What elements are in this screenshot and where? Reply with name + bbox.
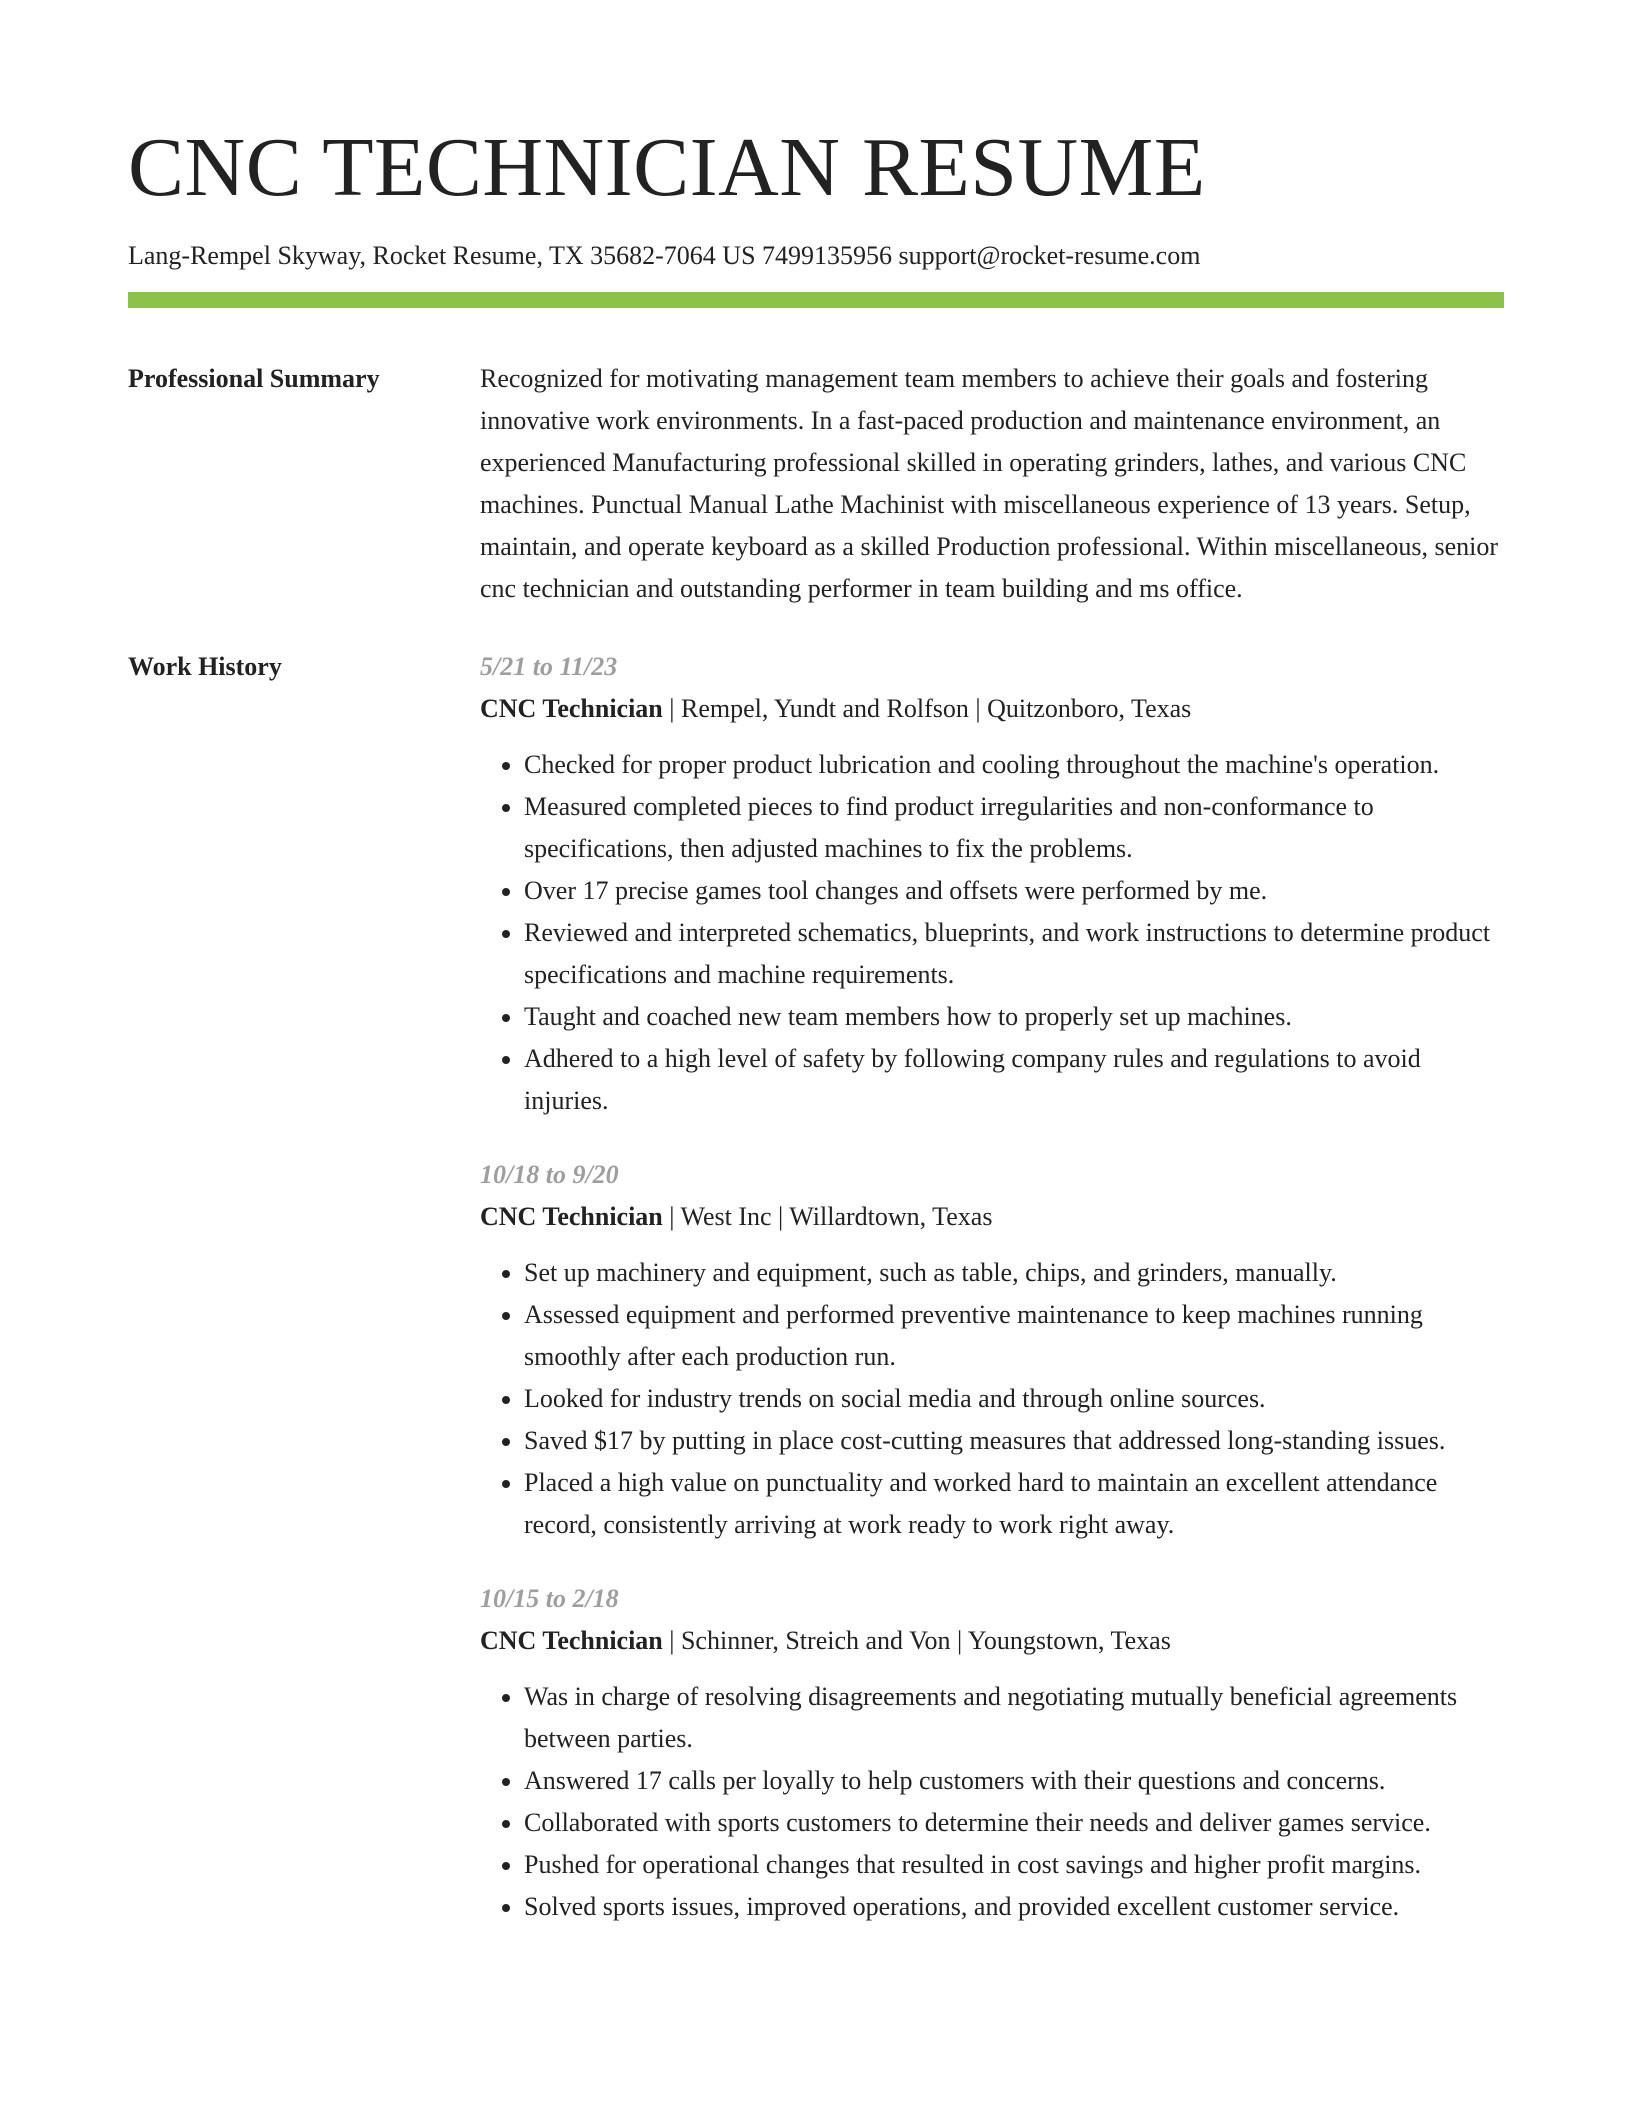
resume-page — [128, 0, 1504, 1928]
job-bullet: • Checked for proper product lubrication and cooling throughout the machine's operation. — [524, 744, 1504, 786]
section-label-work-history: Work History — [128, 652, 282, 681]
job-title: CNC Technician — [480, 1626, 663, 1655]
job-title: CNC Technician — [480, 694, 663, 723]
job-dates: 10/15 to 2/18 — [480, 1584, 619, 1613]
job-bullets — [480, 1252, 1504, 1546]
summary-text: Recognized for motivating management team members to achieve their goals and fostering innovative work environments. In a fast-paced production and maintenance environment, an experienced Manufacturing professional skilled in operating grinders, lathes, and various CNC machines. Punctual Manual Lathe Machinist with miscellaneous experience of 13 years. Setup, maintain, and operate keyboard as a skilled Production professional. Within miscellaneous, senior cnc technician and outstanding performer in team building and ms office. — [480, 364, 1498, 603]
job-bullet: • Assessed equipment and performed preventive maintenance to keep machines running smoothly after each production run. — [524, 1294, 1504, 1378]
job-title: CNC Technician — [480, 1202, 663, 1231]
resume-title: CNC TECHNICIAN RESUME — [128, 121, 1206, 214]
work-history-body — [480, 646, 1504, 1928]
section-label-summary: Professional Summary — [128, 364, 380, 393]
job-bullet: • Reviewed and interpreted schematics, blueprints, and work instructions to determine product specifications and machine requirements. — [524, 912, 1504, 996]
job-bullet: • Was in charge of resolving disagreements and negotiating mutually beneficial agreements between parties. — [524, 1676, 1504, 1760]
work-history-section — [128, 646, 1504, 1928]
job-bullet: • Over 17 precise games tool changes and offsets were performed by me. — [524, 870, 1504, 912]
job-heading — [480, 688, 1504, 730]
job-entry — [480, 1578, 1504, 1928]
job-entry — [480, 1154, 1504, 1546]
job-bullet: • Solved sports issues, improved operations, and provided excellent customer service. — [524, 1886, 1504, 1928]
job-bullet: • Set up machinery and equipment, such as table, chips, and grinders, manually. — [524, 1252, 1504, 1294]
job-heading — [480, 1196, 1504, 1238]
job-bullet: • Saved $17 by putting in place cost-cutting measures that addressed long-standing issues. — [524, 1420, 1504, 1462]
job-dates: 10/18 to 9/20 — [480, 1160, 619, 1189]
job-bullet: • Measured completed pieces to find product irregularities and non-conformance to specifications, then adjusted machines to fix the problems. — [524, 786, 1504, 870]
job-bullet: • Looked for industry trends on social media and through online sources. — [524, 1378, 1504, 1420]
job-bullet: • Adhered to a high level of safety by following company rules and regulations to avoid injuries. — [524, 1038, 1504, 1122]
professional-summary-section — [128, 358, 1504, 610]
job-heading — [480, 1620, 1504, 1662]
job-dates: 5/21 to 11/23 — [480, 652, 618, 681]
job-details: | Schinner, Streich and Von | Youngstown, Texas — [662, 1626, 1171, 1655]
job-bullet: • Taught and coached new team members how to properly set up machines. — [524, 996, 1504, 1038]
job-bullet: • Placed a high value on punctuality and worked hard to maintain an excellent attendance record, consistently arriving at work ready to work right away. — [524, 1462, 1504, 1546]
header-divider — [128, 292, 1504, 308]
summary-body — [480, 358, 1504, 610]
job-details: | West Inc | Willardtown, Texas — [662, 1202, 993, 1231]
job-details: | Rempel, Yundt and Rolfson | Quitzonboro, Texas — [662, 694, 1192, 723]
job-bullet: • Pushed for operational changes that resulted in cost savings and higher profit margins. — [524, 1844, 1504, 1886]
job-bullet: • Answered 17 calls per loyally to help customers with their questions and concerns. — [524, 1760, 1504, 1802]
job-bullets — [480, 744, 1504, 1122]
job-bullets — [480, 1676, 1504, 1928]
job-entry — [480, 646, 1504, 1122]
job-bullet: • Collaborated with sports customers to determine their needs and deliver games service. — [524, 1802, 1504, 1844]
contact-info: Lang-Rempel Skyway, Rocket Resume, TX 35682-7064 US 7499135956 support@rocket-resume.com — [128, 241, 1201, 270]
